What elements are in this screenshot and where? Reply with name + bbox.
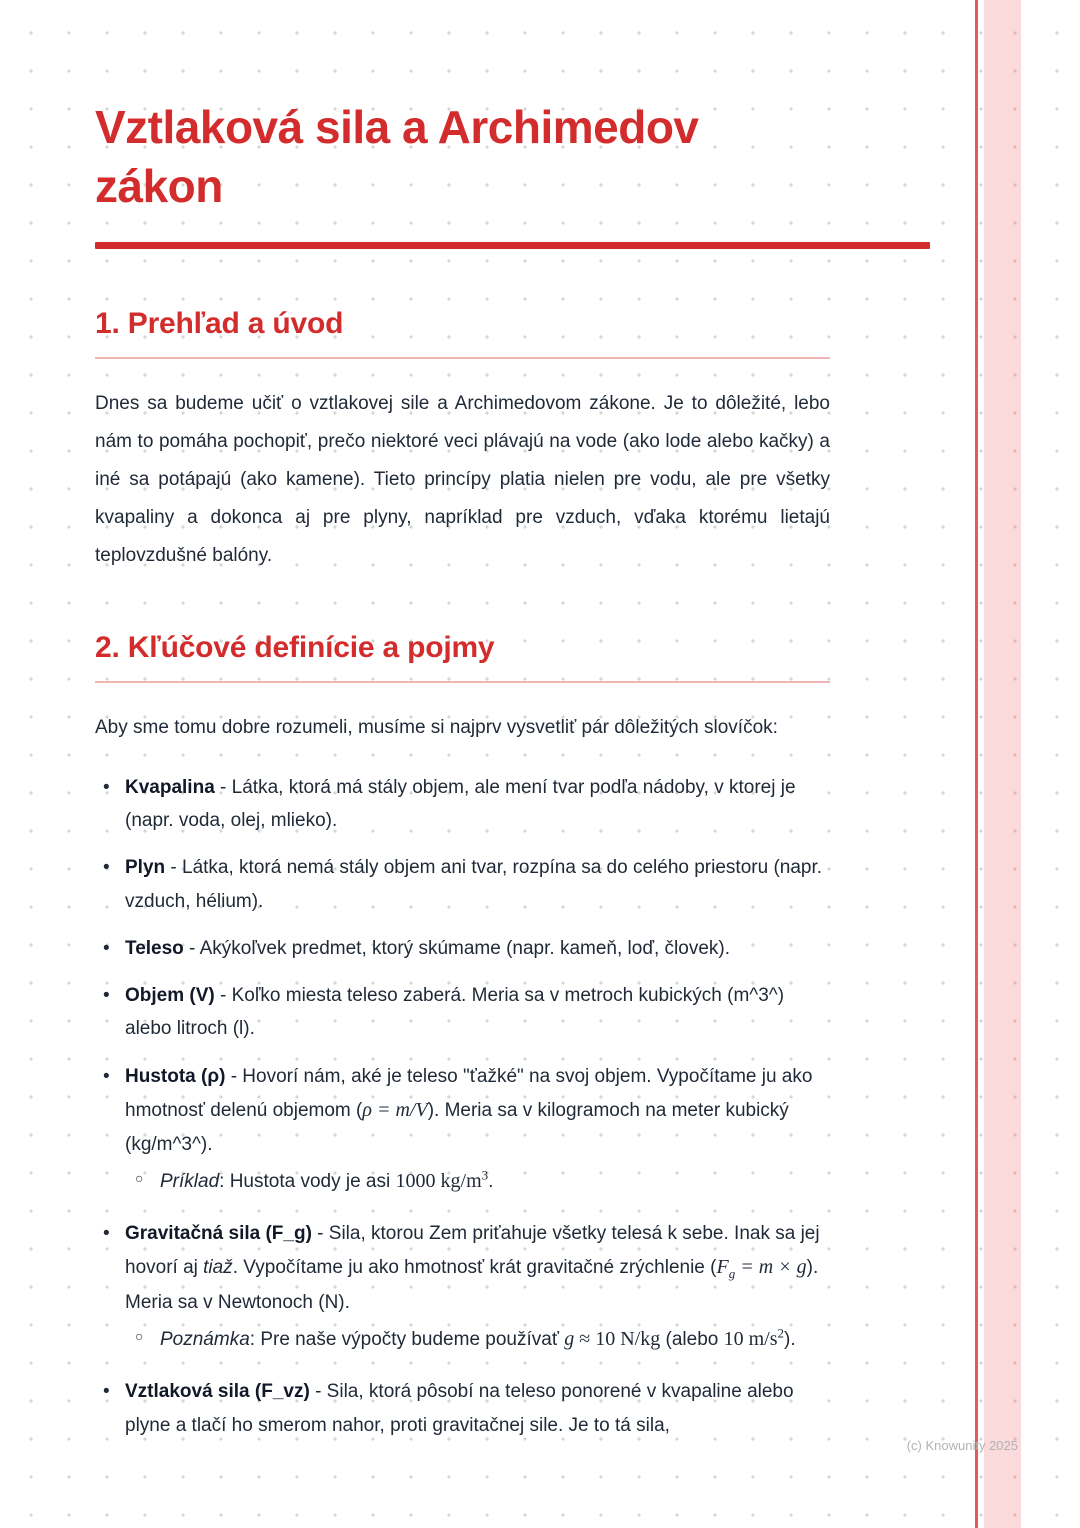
list-item-text — [125, 1217, 830, 1361]
inline-unit-acceleration — [723, 1325, 785, 1351]
list-item-objem — [95, 979, 830, 1046]
value-superscript: 3 — [481, 1167, 489, 1183]
sub-item-text — [160, 1322, 830, 1357]
inline-formula-density: ρ = m/V — [362, 1098, 428, 1121]
list-item-teleso — [95, 932, 830, 965]
list-item-text — [125, 1060, 830, 1204]
term-definition: - Látka, ktorá má stály objem, ale mení tvar podľa nádoby, v ktorej je (napr. voda, olej, mlieko). — [125, 776, 796, 831]
list-item-vztlakova-sila — [95, 1375, 830, 1442]
formula-subscript: g — [728, 1266, 736, 1282]
term-label: Hustota (ρ) — [125, 1065, 226, 1087]
term-definition: ). Meria sa v Newtonoch (N). — [125, 1257, 819, 1313]
page-edge-band — [984, 0, 1021, 1528]
term-definition: - Sila, ktorou Zem priťahuje všetky telesá k sebe. Inak sa jej hovorí aj — [125, 1223, 820, 1279]
bullet-icon: • — [103, 1065, 110, 1087]
inline-value-g: ≈ 10 N/kg — [574, 1328, 661, 1351]
inline-formula-gravity — [716, 1256, 807, 1282]
sub-bullet-icon: ○ — [135, 1170, 144, 1186]
section-1-paragraph: Dnes sa budeme učiť o vztlakovej sile a Archimedovom zákone. Je to dôležité, lebo nám to pomáha pochopiť, prečo niektoré veci plávajú na vode (ako lode alebo kačky) a iné sa potápajú (ako kamene). Tieto princípy platia nielen pre vodu, ale pre všetky kvapaliny a dokonca aj pre plyny, napríklad pre vzduch, vďaka ktorému lietajú teplovzdušné balóny. — [95, 392, 830, 566]
bullet-icon: • — [103, 857, 110, 879]
list-item-hustota — [95, 1060, 830, 1204]
title-divider — [95, 242, 930, 249]
sub-item-body: (alebo — [660, 1329, 724, 1351]
definition-list — [95, 771, 830, 1442]
unit-superscript: 2 — [777, 1325, 785, 1341]
list-item-text — [125, 932, 830, 965]
sub-item-text — [160, 1164, 830, 1199]
bullet-icon: • — [103, 985, 110, 1006]
inline-variable-g: g — [564, 1328, 575, 1351]
term-definition: . Vypočítame ju ako hmotnosť krát gravitačné zrýchlenie ( — [232, 1257, 717, 1279]
term-definition: - Akýkoľvek predmet, ktorý skúmame (napr. kameň, loď, človek). — [183, 937, 731, 959]
section-2-intro: Aby sme tomu dobre rozumeli, musíme si najprv vysvetliť pár dôležitých slovíčok: — [95, 716, 778, 738]
section-heading-1: 1. Prehľad a úvod — [95, 307, 830, 359]
list-item-plyn — [95, 851, 830, 918]
sub-item-body: ). — [784, 1329, 796, 1351]
bullet-icon: • — [103, 1223, 110, 1244]
list-item-gravitacna-sila — [95, 1217, 830, 1361]
bullet-icon: • — [103, 937, 110, 959]
term-label: Vztlaková sila (F_vz) — [125, 1381, 310, 1403]
term-label: Teleso — [125, 937, 184, 959]
sub-item-label: Príklad — [160, 1171, 220, 1192]
emphasized-word: tiaž — [203, 1257, 233, 1279]
sub-list-item-poznamka — [125, 1322, 830, 1357]
unit-base: 10 m/s — [723, 1328, 778, 1351]
sub-list-item-priklad — [125, 1164, 830, 1199]
list-item-text — [125, 1375, 830, 1442]
inline-value-water-density — [395, 1167, 489, 1192]
sub-bullet-icon: ○ — [135, 1328, 144, 1345]
term-label: Plyn — [125, 857, 166, 879]
page-title — [95, 98, 930, 216]
sub-item-body: : Pre naše výpočty budeme používať — [249, 1329, 565, 1351]
sub-item-body: . — [488, 1171, 494, 1192]
sub-item-body: : Hustota vody je asi — [219, 1171, 396, 1192]
sub-item-label: Poznámka — [160, 1329, 250, 1351]
page-title-line2: zákon — [95, 159, 223, 212]
section-heading-2: 2. Kľúčové definície a pojmy — [95, 631, 830, 683]
page-edge-line — [975, 0, 978, 1528]
document-content — [95, 0, 930, 1442]
term-label: Gravitačná sila (F_g) — [125, 1223, 312, 1244]
term-definition: - Látka, ktorá nemá stály objem ani tvar, rozpína sa do celého priestoru (napr. vzduch, hélium). — [125, 857, 823, 912]
term-label: Objem (V) — [125, 985, 215, 1006]
value-base: 1000 kg/m — [395, 1170, 482, 1192]
list-item-text — [125, 771, 830, 838]
term-label: Kvapalina — [125, 776, 215, 798]
term-definition: - Sila, ktorá pôsobí na teleso ponorené v kvapaline alebo plyne a tlačí ho smerom nahor, proti gravitačnej sile. Je to tá sila, — [125, 1381, 794, 1436]
list-item-text — [125, 979, 830, 1046]
page-title-line1: Vztlaková sila a Archimedov — [95, 101, 699, 153]
formula-rest: = m × g — [735, 1256, 807, 1279]
watermark: (c) Knowunity 2025 — [906, 1438, 1018, 1453]
term-definition: ). Meria sa v kilogramoch na meter kubický (kg/m^3^). — [125, 1099, 789, 1155]
list-item-text — [125, 851, 830, 918]
bullet-icon: • — [103, 1381, 110, 1403]
formula-base: F — [716, 1256, 729, 1279]
term-definition: - Koľko miesta teleso zaberá. Meria sa v metroch kubických (m^3^) alebo litroch (l). — [125, 985, 785, 1040]
list-item-kvapalina — [95, 771, 830, 838]
bullet-icon: • — [103, 776, 110, 798]
term-definition: - Hovorí nám, aké je teleso "ťažké" na svoj objem. Vypočítame ju ako hmotnosť delenú objemom ( — [125, 1065, 813, 1121]
